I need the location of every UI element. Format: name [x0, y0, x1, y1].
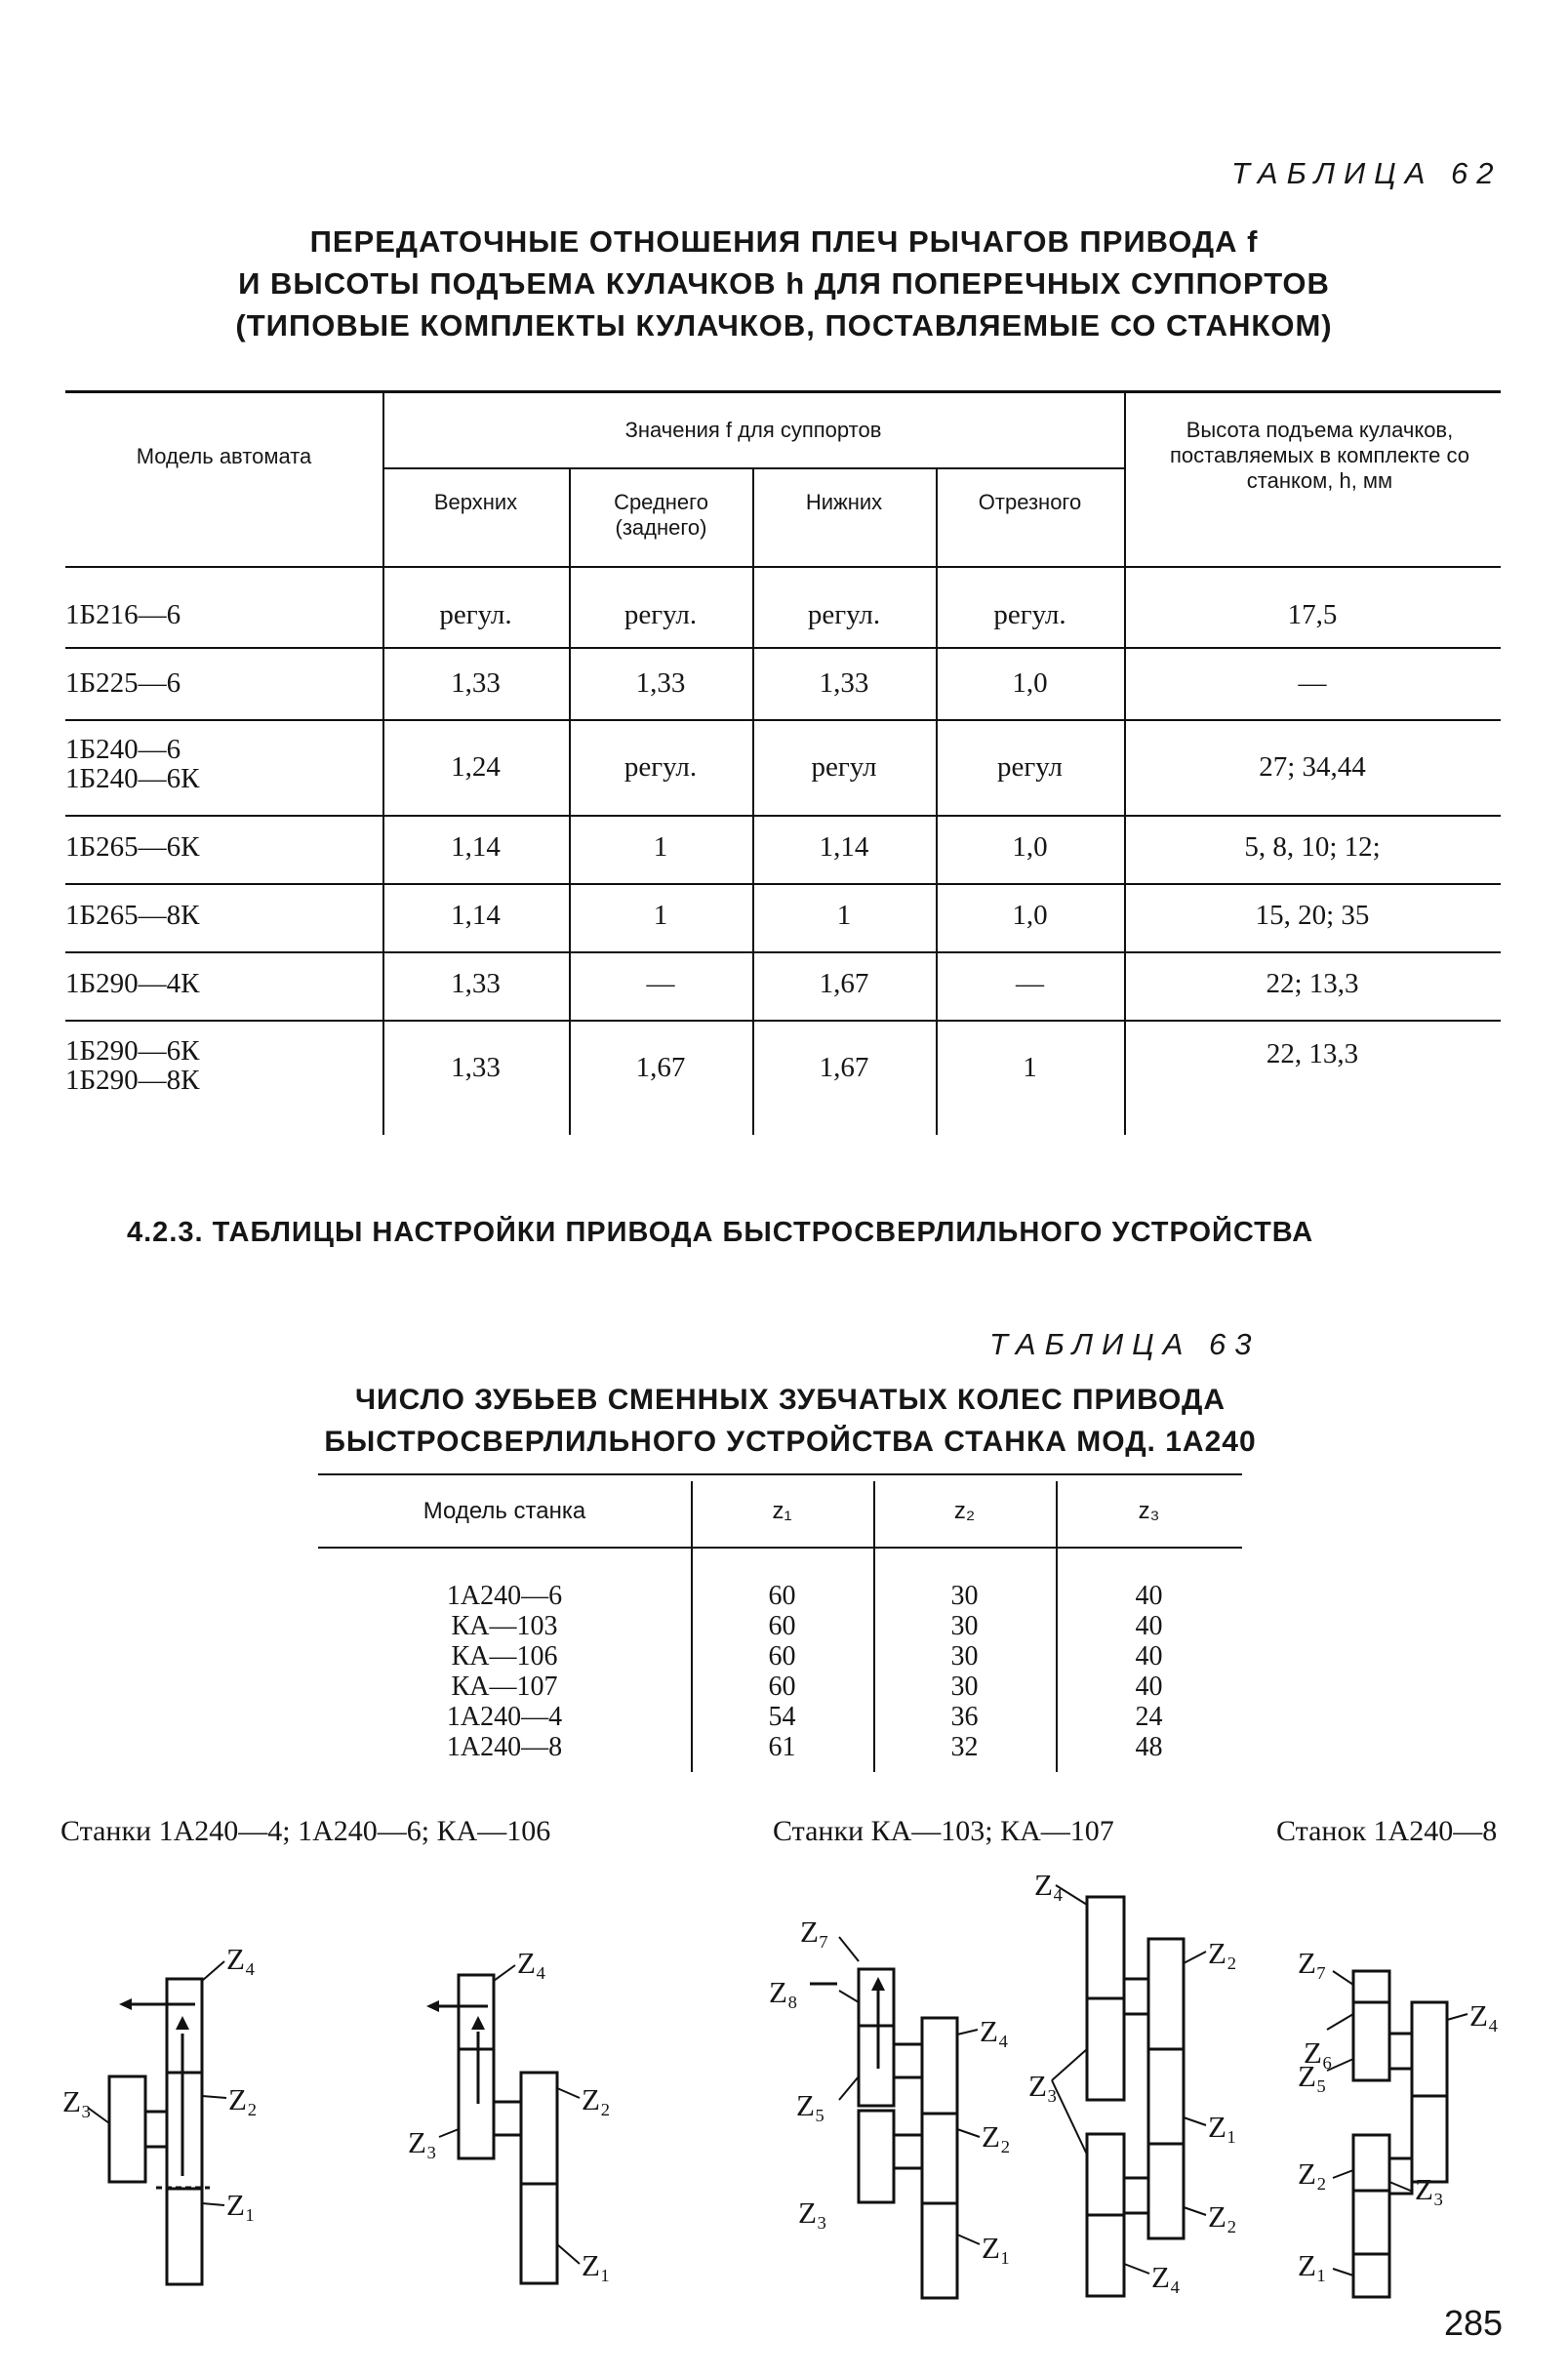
col-header-model: Модель станка [422, 1498, 586, 1524]
cell-cutoff: 1,0 [1012, 667, 1048, 699]
cell-height: — [1298, 667, 1327, 699]
cell-middle: 1 [653, 831, 668, 863]
model-column: 1А240—6 КА—103 КА—106 КА—107 1А240—4 1А240—8 [446, 1581, 563, 1762]
label-z3: Z₃ [1028, 2069, 1058, 2103]
cell-middle: регул. [623, 751, 698, 783]
label-z3: Z₃ [408, 2125, 437, 2159]
label-z2: Z₂ [1208, 1936, 1237, 1970]
label-z6: Z₆ [1304, 2035, 1333, 2070]
cell-cutoff: — [1016, 968, 1044, 999]
label-z8: Z₈ [769, 1975, 798, 2009]
section-heading: 4.2.3. ТАБЛИЦЫ НАСТРОЙКИ ПРИВОДА БЫСТРОСВЕРЛИЛЬНОГО УСТРОЙСТВА [127, 1217, 1314, 1248]
cell-height: 15, 20; 35 [1255, 900, 1370, 931]
table-62-title-line-2: И ВЫСОТЫ ПОДЪЕМА КУЛАЧКОВ h ДЛЯ ПОПЕРЕЧНЫХ СУППОРТОВ [238, 266, 1330, 301]
col-header-z2: z₂ [953, 1498, 976, 1524]
label-z2: Z₂ [1298, 2156, 1327, 2191]
cell-cutoff: 1,0 [1012, 831, 1048, 863]
table-63-title [254, 1379, 1327, 1463]
cell-height: 22; 13,3 [1266, 968, 1359, 999]
diagram-group-3-title: Станок 1А240—8 [1276, 1815, 1498, 1847]
label-z1: Z₁ [982, 2231, 1011, 2265]
cell-lower: регул. [807, 599, 881, 630]
z2-column: 30 30 30 30 36 32 [950, 1581, 979, 1762]
cell-lower: 1,14 [819, 831, 869, 863]
z3-column: 40 40 40 40 24 48 [1135, 1581, 1163, 1762]
label-z3: Z₃ [62, 2084, 92, 2118]
diagram-group-1-title: Станки 1А240—4; 1А240—6; КА—106 [60, 1815, 551, 1847]
label-z1: Z₁ [226, 2188, 256, 2222]
gear-diagram-4 [1087, 1897, 1184, 2296]
table-63-title-line-2: БЫСТРОСВЕРЛИЛЬНОГО УСТРОЙСТВА СТАНКА МОД. 1А240 [324, 1426, 1257, 1458]
cell-upper: 1,33 [451, 1052, 501, 1083]
col-header-group: Значения f для суппортов [624, 418, 882, 442]
label-z4: Z₄ [1469, 1998, 1499, 2033]
cell-middle: 1,67 [635, 1052, 686, 1083]
cell-middle: — [646, 968, 675, 999]
cell-upper: регул. [439, 599, 512, 630]
col-header-model: Модель автомата [136, 444, 312, 468]
label-z7: Z₇ [800, 1914, 829, 1949]
label-z4: Z₄ [1034, 1868, 1064, 1902]
label-z3: Z₃ [798, 2196, 827, 2230]
label-z4: Z₄ [226, 1942, 256, 1976]
cell-middle: 1,33 [635, 667, 686, 699]
cell-model: 1Б240—6 1Б240—6К [65, 734, 200, 794]
label-z2: Z₂ [1208, 2199, 1237, 2234]
table-62-caption: ТАБЛИЦА 62 [1231, 156, 1503, 190]
cell-model: 1Б265—8К [65, 900, 200, 931]
cell-upper: 1,14 [451, 900, 501, 931]
gear-diagram-1 [109, 1979, 210, 2284]
label-z2: Z₂ [982, 2119, 1011, 2154]
z1-column: 60 60 60 60 54 61 [768, 1581, 796, 1762]
cell-model: 1Б225—6 [65, 667, 181, 699]
label-z7: Z₇ [1298, 1946, 1327, 1980]
col-header-lower: Нижних [805, 490, 883, 514]
label-z1: Z₁ [1298, 2248, 1327, 2282]
diagram-group-2-title: Станки КА—103; КА—107 [773, 1815, 1114, 1847]
label-z5: Z₅ [796, 2088, 825, 2122]
table-62-title-line-3: (ТИПОВЫЕ КОМПЛЕКТЫ КУЛАЧКОВ, ПОСТАВЛЯЕМЫЕ СО СТАНКОМ) [235, 308, 1333, 342]
cell-lower: 1,67 [819, 968, 869, 999]
cell-model: 1Б290—6К 1Б290—8К [65, 1035, 200, 1096]
label-z2: Z₂ [228, 2082, 258, 2116]
table-62-title-line-1: ПЕРЕДАТОЧНЫЕ ОТНОШЕНИЯ ПЛЕЧ РЫЧАГОВ ПРИВОДА f [309, 224, 1259, 259]
cell-cutoff: 1,0 [1012, 900, 1048, 931]
cell-height: 27; 34,44 [1259, 751, 1366, 783]
col-header-upper: Верхних [433, 490, 518, 514]
cell-upper: 1,33 [451, 667, 501, 699]
cell-lower: регул [811, 751, 877, 783]
col-header-z1: z₁ [772, 1498, 792, 1524]
label-z5: Z₅ [1298, 2059, 1327, 2093]
gear-diagram-5 [1353, 1971, 1447, 2297]
label-z4: Z₄ [980, 2014, 1009, 2048]
table-63-caption: ТАБЛИЦА 63 [989, 1327, 1261, 1361]
label-z4: Z₄ [517, 1946, 546, 1980]
cell-upper: 1,33 [451, 968, 501, 999]
cell-middle: 1 [653, 900, 668, 931]
page-number: 285 [1444, 2303, 1504, 2343]
cell-model: 1Б265—6К [65, 831, 200, 863]
cell-height: 5, 8, 10; 12; [1244, 831, 1381, 863]
table-63-title-line-1: ЧИСЛО ЗУБЬЕВ СМЕННЫХ ЗУБЧАТЫХ КОЛЕС ПРИВОДА [354, 1384, 1226, 1416]
col-header-height: Высота подъема кулачков, поставляемых в комплекте со станком, h, мм [1170, 418, 1469, 493]
cell-middle: регул. [623, 599, 698, 630]
cell-lower: 1 [836, 900, 852, 931]
cell-cutoff: 1 [1023, 1052, 1037, 1083]
cell-cutoff: регул. [993, 599, 1066, 630]
label-z1: Z₁ [1208, 2110, 1237, 2144]
label-z2: Z₂ [582, 2082, 611, 2116]
table-62-title [0, 221, 1568, 346]
cell-height: 17,5 [1287, 599, 1338, 630]
cell-height: 22, 13,3 [1266, 1038, 1359, 1069]
cell-upper: 1,14 [451, 831, 501, 863]
label-z3: Z₃ [1415, 2172, 1444, 2206]
gear-diagram-3 [810, 1969, 957, 2298]
cell-upper: 1,24 [451, 751, 501, 783]
col-header-z3: z₃ [1138, 1498, 1160, 1524]
cell-lower: 1,33 [819, 667, 869, 699]
cell-model: 1Б216—6 [65, 599, 181, 630]
label-z4: Z₄ [1151, 2260, 1181, 2294]
cell-lower: 1,67 [819, 1052, 869, 1083]
cell-model: 1Б290—4К [65, 968, 200, 999]
col-header-cutoff: Отрезного [978, 490, 1082, 514]
cell-cutoff: регул [997, 751, 1063, 783]
col-header-middle: Среднего (заднего) [614, 490, 708, 540]
label-z1: Z₁ [582, 2248, 611, 2282]
